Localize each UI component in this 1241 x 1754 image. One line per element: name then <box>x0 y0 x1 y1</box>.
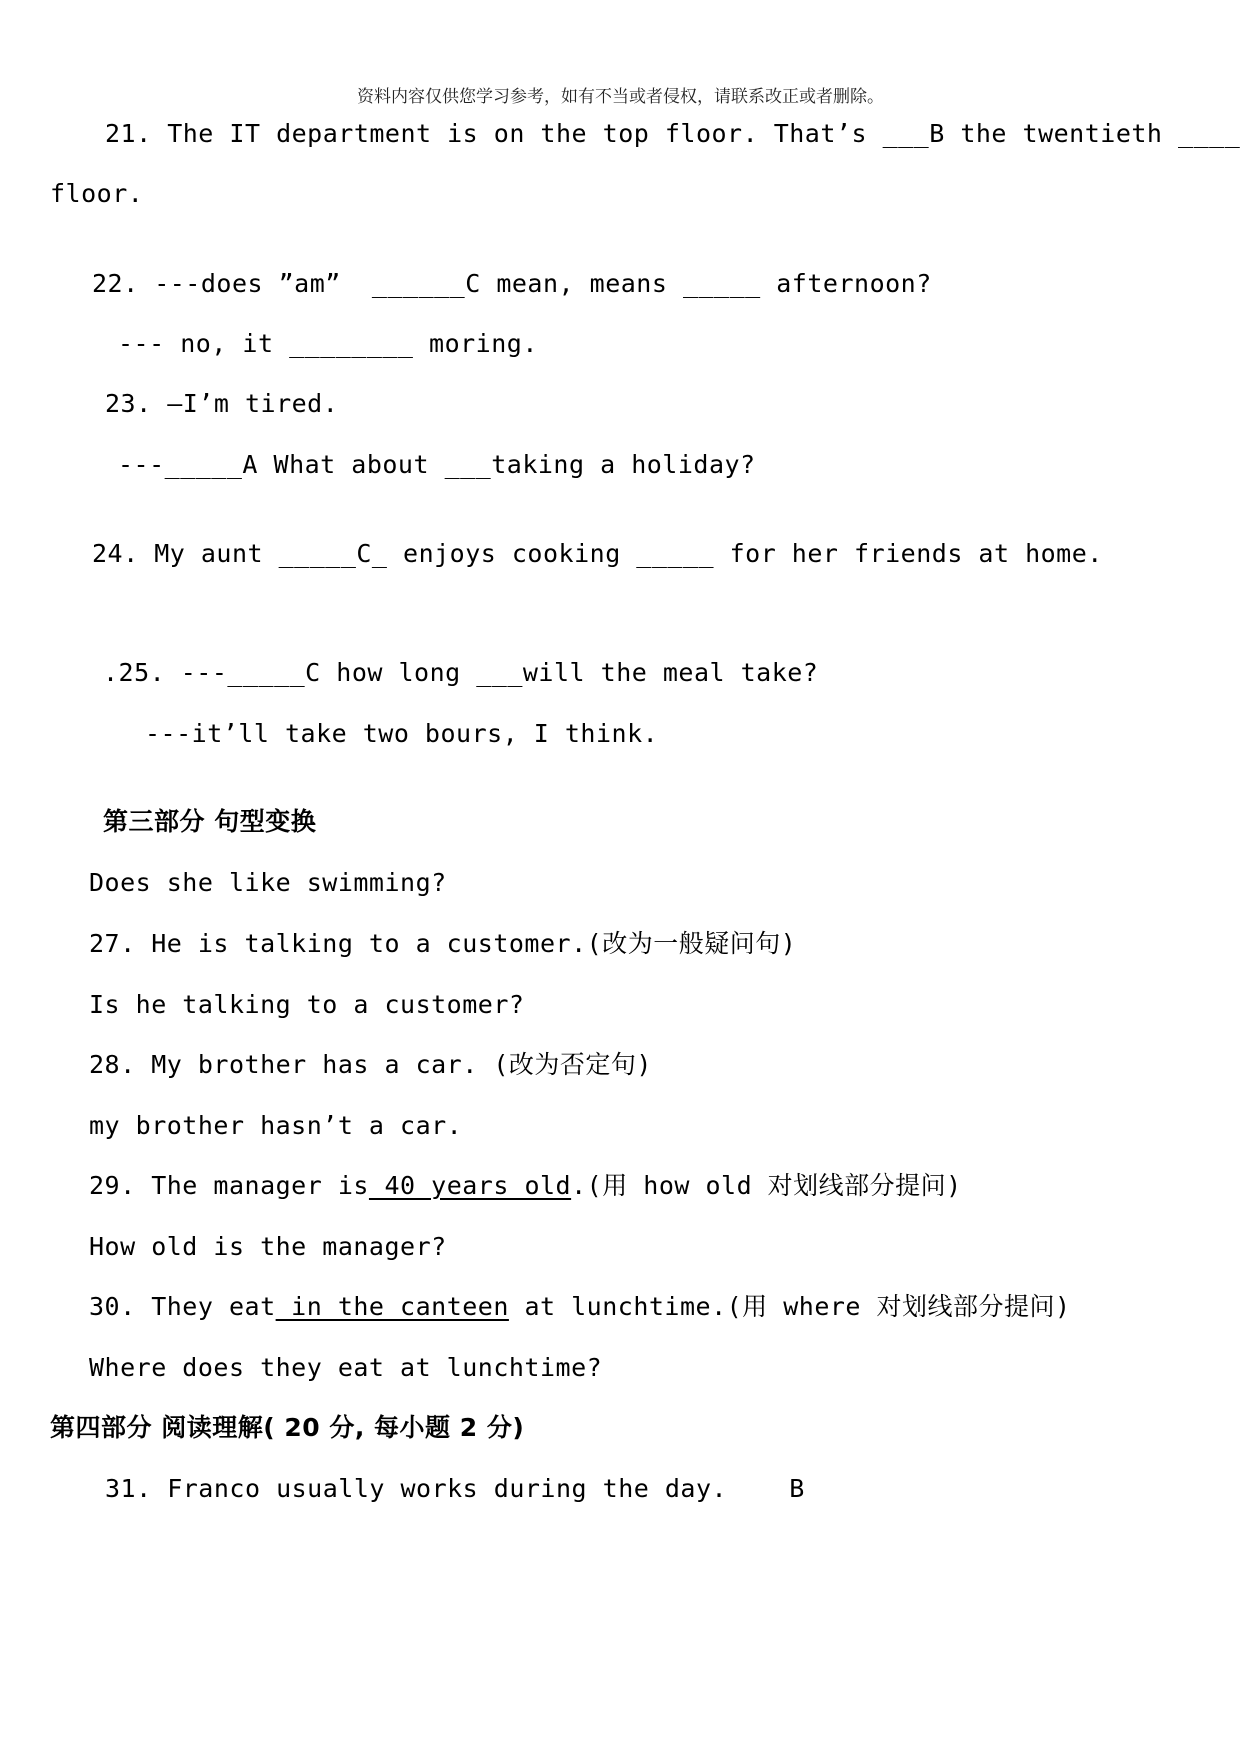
question-31: 31. Franco usually works during the day. B <box>105 1474 805 1503</box>
question-29 <box>89 1170 962 1202</box>
question-25-line-1: .25. ---_____C how long ___will the meal take? <box>103 658 819 687</box>
question-21-line-1: 21. The IT department is on the top floor. That’s ___B the twentieth ____ <box>105 119 1241 148</box>
question-30-instruction: at lunchtime.(用 where 对划线部分提问) <box>508 1292 1071 1321</box>
question-23-line-1: 23. –I’m tired. <box>105 389 339 418</box>
question-23-line-2: ---_____A What about ___taking a holiday? <box>118 450 756 479</box>
question-22-line-1: 22. ---does ”am” ______C mean, means _____ afternoon? <box>92 269 932 298</box>
answer-30: Where does they eat at lunchtime? <box>89 1353 603 1382</box>
question-29-text: 29. The manager is <box>89 1171 369 1200</box>
question-30-text: 30. They eat <box>89 1292 276 1321</box>
question-30-underlined: in the canteen <box>275 1292 509 1321</box>
question-22-line-2: --- no, it ________ moring. <box>118 329 538 358</box>
answer-26: Does she like swimming? <box>89 868 447 897</box>
question-28: 28. My brother has a car. (改为否定句) <box>89 1050 652 1079</box>
question-24-line-1: 24. My aunt _____C_ enjoys cooking _____ for her friends at home. <box>92 539 1103 568</box>
section-4-title: 第四部分 阅读理解( 20 分, 每小题 2 分) <box>50 1413 525 1442</box>
question-29-underlined: 40 years old <box>368 1171 572 1200</box>
question-30 <box>89 1291 1071 1323</box>
section-3-title: 第三部分 句型变换 <box>103 807 317 836</box>
question-29-instruction: .(用 how old 对划线部分提问) <box>571 1171 962 1200</box>
answer-27: Is he talking to a customer? <box>89 990 525 1019</box>
question-21-line-2: floor. <box>50 179 144 208</box>
question-27: 27. He is talking to a customer.(改为一般疑问句) <box>89 929 797 958</box>
answer-29: How old is the manager? <box>89 1232 447 1261</box>
answer-28: my brother hasn’t a car. <box>89 1111 463 1140</box>
page-header-notice: 资料内容仅供您学习参考，如有不当或者侵权，请联系改正或者删除。 <box>357 87 884 107</box>
question-25-line-2: ---it’ll take two bours, I think. <box>145 719 659 748</box>
